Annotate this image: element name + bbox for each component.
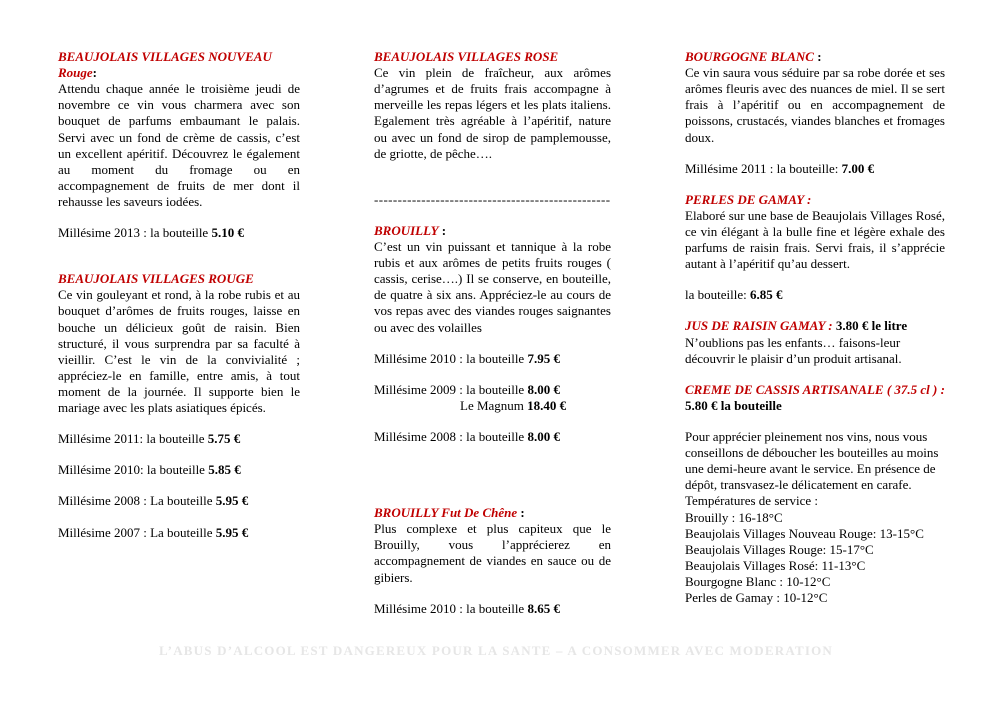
price-line (58, 431, 300, 447)
description-paragraph: C’est un vin puissant et tannique à la robe rubis et aux arômes de petits fruits rouges ( cassis, cerise….) Il se conserve, en bouteille, de quatre à six ans. Appréciez-le au cours de vos repas avec des viandes rouges saignantes ou avec des volailles (374, 238, 611, 335)
section-heading (374, 505, 611, 521)
heading-text: : (438, 222, 447, 238)
service-line: Brouilly : 16-18°C (685, 509, 783, 525)
heading-text: BROUILLY (374, 222, 439, 238)
column-right (685, 49, 945, 617)
price-line (374, 382, 611, 414)
price-line (374, 351, 611, 367)
price-value: 5.85 € (208, 462, 241, 478)
service-line: Beaujolais Villages Rosé: 11-13°C (685, 557, 866, 573)
price-value: 7.00 € (841, 160, 875, 176)
price-label: Millésime 2013 : la bouteille (58, 225, 212, 241)
section-heading (374, 49, 611, 65)
price-label: Millésime 2010 : la bouteille (374, 600, 528, 616)
heading-price: 3.80 € le litre (835, 318, 908, 334)
price-line (685, 287, 945, 303)
description-paragraph: Ce vin saura vous séduire par sa robe dorée et ses arômes fleuris avec des nuances de miel. Il se sert frais à l’apéritif ou en accompagnement de poissons, crustacés, viandes blanches et fromages doux. (685, 65, 945, 145)
section-heading (685, 382, 945, 414)
price-label: Millésime 2010 : la bouteille (374, 350, 528, 366)
price-line (58, 493, 300, 509)
description-paragraph: Attendu chaque année le troisième jeudi de novembre ce vin vous charmera avec son bouquet de parfums embaumant le palais. Servi avec un fond de crème de cassis, c’est un excellent apéritif. Découvrez le également au moment du fromage ou en accompagnement de fruits de mer dont il rehausse les saveurs iodées. (58, 81, 300, 209)
service-line: Bourgogne Blanc : 10-12°C (685, 573, 831, 589)
price-value: 5.75 € (207, 431, 241, 447)
heading-text: BOURGOGNE BLANC (685, 49, 814, 64)
heading-text: BEAUJOLAIS VILLAGES ROSE (374, 49, 559, 64)
service-line: Beaujolais Villages Nouveau Rouge: 13-15°C (685, 525, 924, 541)
price-label: Millésime 2009 : la bouteille (374, 381, 528, 397)
price-line (374, 601, 611, 617)
divider-dashes: -------------------------------------------------- (374, 191, 611, 207)
price-label: Millésime 2011 : la bouteille: (685, 160, 842, 176)
description-paragraph: Ce vin plein de fraîcheur, aux arômes d’agrumes et de fruits frais accompagne à merveille les repas légers et les plats italiens. Egalement très agréable à l’apéritif, nature ou avec un fond de sirop de pamplemousse, de griotte, de pêche…. (374, 65, 611, 161)
description-paragraph: Plus complexe et plus capiteux que le Brouilly, vous l’apprécierez en accompagnement de viandes en sauce ou de gibiers. (374, 521, 611, 585)
section-heading (685, 318, 945, 334)
price-value: 8.00 € (527, 381, 560, 397)
price-label: Millésime 2007 : La bouteille (58, 524, 216, 540)
price-line (374, 429, 611, 445)
column-middle (374, 49, 611, 617)
price-value: 7.95 € (527, 350, 560, 366)
price-label: Millésime 2011: la bouteille (58, 431, 208, 447)
description-paragraph: N’oublions pas les enfants… faisons-leur découvrir le plaisir d’un produit artisanal. (685, 334, 902, 366)
price-label: la bouteille: (685, 287, 750, 303)
price-value: 5.10 € (211, 225, 244, 241)
heading-text: BROUILLY Fut De Chêne (374, 505, 518, 521)
price-label: Millésime 2010: la bouteille (58, 462, 209, 478)
section-heading (685, 49, 945, 65)
price-value: 8.00 € (527, 428, 560, 444)
section-heading (685, 192, 945, 208)
heading-price: 5.80 € la bouteille (685, 397, 782, 413)
section-heading (58, 65, 300, 81)
heading-text: JUS DE RAISIN GAMAY : (685, 318, 836, 334)
section-heading (58, 49, 300, 65)
legal-warning-text: L’ABUS D’ALCOOL EST DANGEREUX POUR LA SANTE – A CONSOMMER AVEC MODERATION (158, 643, 834, 658)
description-paragraph: Ce vin gouleyant et rond, à la robe rubis et au bouquet d’arômes de fruits rouges, laisse en bouche un délicieux goût de raisin. Bien structuré, il vous surprendra par sa faculté à vieillir. C’est le vin de la convivialité ; appréciez-le en famille, entre amis, à tout moment de la journée. Il supporte bien le mariage avec les plats asiatiques épicés. (58, 287, 300, 416)
service-line: Températures de service : (685, 493, 818, 509)
price-value: 6.85 € (749, 287, 783, 303)
price-value: 5.95 € (215, 493, 249, 509)
price-extra-line (374, 398, 611, 414)
heading-text: PERLES DE GAMAY : (685, 191, 812, 207)
heading-text: : (813, 49, 822, 64)
description-paragraph: Pour apprécier pleinement nos vins, nous vous conseillons de déboucher les bouteilles au moins une demi-heure avant le service. En présence de dépôt, transvasez-le délicatement en carafe. (685, 428, 939, 493)
price-line (58, 525, 300, 541)
price-value: 5.95 € (215, 524, 249, 540)
price-value: 18.40 € (527, 397, 567, 413)
heading-text: CREME DE CASSIS ARTISANALE ( 37.5 cl ) : (685, 381, 945, 397)
price-line (685, 161, 945, 177)
heading-text: : (92, 65, 98, 81)
heading-text: BEAUJOLAIS VILLAGES ROUGE (58, 271, 254, 287)
section-heading (58, 271, 300, 287)
column-left (58, 49, 300, 617)
description-paragraph: Elaboré sur une base de Beaujolais Villages Rosé, ce vin élégant à la bulle fine et légère exhale des parfums de raisin frais. Servi frais, il s’apprécie autant à l’apéritif qu’au dessert. (685, 207, 945, 272)
heading-text: : (517, 505, 525, 521)
service-temperatures (685, 493, 945, 606)
price-label: Le Magnum (460, 397, 528, 413)
heading-text: BEAUJOLAIS VILLAGES NOUVEAU (58, 49, 272, 64)
heading-text: Rouge (58, 65, 93, 81)
price-value: 8.65 € (527, 600, 560, 616)
service-line: Beaujolais Villages Rouge: 15-17°C (685, 541, 874, 557)
price-line (58, 462, 300, 478)
menu-columns (58, 49, 945, 617)
price-label: Millésime 2008 : La bouteille (58, 493, 216, 509)
section-heading (374, 223, 611, 239)
price-line (58, 225, 300, 241)
price-label: Millésime 2008 : la bouteille (374, 428, 528, 444)
service-line: Perles de Gamay : 10-12°C (685, 590, 828, 606)
